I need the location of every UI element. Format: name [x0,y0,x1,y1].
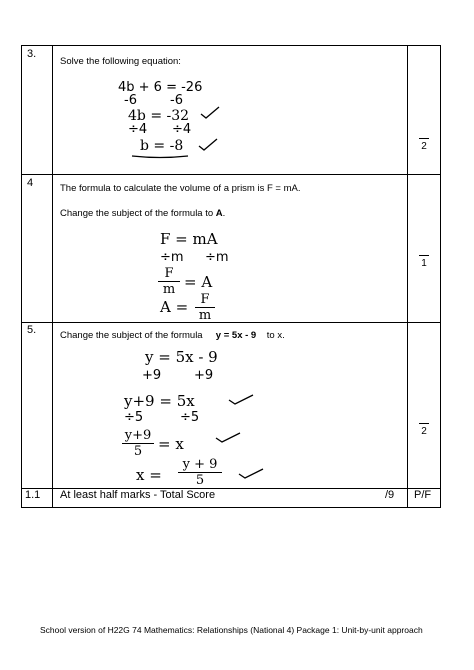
mark-bar [419,423,429,424]
handwritten-step: ÷4 [172,122,192,137]
table-column-divider [407,45,408,508]
mark-bar [419,255,429,256]
handwritten-step: -6 [170,93,183,108]
handwritten-step: -6 [124,93,137,108]
pass-fail: P/F [414,489,432,501]
handwritten-step: y+9 = 5x [124,392,195,410]
handwritten-step: ÷4 [128,122,148,137]
total-score: /9 [385,489,395,501]
prompt-variable: A [215,208,223,219]
tick-mark-icon [198,138,218,152]
prompt-text: The formula to calculate the volume of a prism is F = mA. [60,183,301,194]
handwritten-step: 4b = -32 [128,108,190,124]
handwritten-equation: F = mA [160,230,218,248]
tick-mark-icon [215,430,241,444]
handwritten-fraction [195,292,215,323]
prompt-text: Change the subject of the formula to [60,208,216,219]
fraction-denominator: 5 [195,473,205,488]
total-row-number: 1.1 [25,489,41,501]
handwritten-equation: y = 5x - 9 [145,348,218,366]
fraction-numerator: y + 9 [178,457,222,473]
handwritten-equation: 4b + 6 = -26 [118,80,203,95]
prompt-text: Change the subject of the formula [60,330,203,341]
tick-mark-icon [238,466,264,480]
tick-mark-icon [200,106,220,120]
handwritten-step: ÷m [205,250,229,265]
marks-available [414,255,434,269]
question-prompt: Solve the following equation: [60,56,181,67]
handwritten-step: +9 [142,368,162,383]
fraction-numerator: F [158,266,180,282]
row-divider [21,174,441,175]
underline-mark [130,154,190,160]
total-row-label: At least half marks - Total Score [60,489,216,501]
prompt-formula: y = 5x - 9 [215,330,257,341]
table-border-left [21,45,22,508]
handwritten-step: ÷m [160,250,184,265]
fraction-numerator: y+9 [122,428,154,444]
table-border-top [21,45,441,46]
fraction-denominator: 5 [133,444,143,459]
handwritten-step: +9 [194,368,214,383]
marks-value: 2 [421,426,427,437]
row-divider [21,322,441,323]
table-border-bottom [21,507,441,508]
question-number: 4 [27,177,34,189]
question-number: 5. [27,324,37,336]
question-prompt [60,208,225,219]
marks-value: 2 [421,141,427,152]
question-prompt [60,330,285,341]
marks-available [414,423,434,437]
table-border-right [440,45,441,508]
tick-mark-icon [228,392,254,406]
table-column-divider [52,45,53,508]
handwritten-step: ÷5 [180,410,200,425]
question-number: 3. [27,48,37,60]
marks-value: 1 [421,258,427,269]
handwritten-fraction [178,457,222,488]
handwritten-step: = A [184,273,213,291]
handwritten-fraction [122,428,154,459]
handwritten-fraction [158,266,180,297]
fraction-denominator: m [198,308,212,323]
handwritten-answer: b = -8 [140,138,184,154]
handwritten-step: ÷5 [124,410,144,425]
fraction-numerator: F [195,292,215,308]
page-footer: School version of H22G 74 Mathematics: Relationships (National 4) Package 1: Unit-by-unit approach [40,625,423,635]
handwritten-answer: x = [136,466,162,484]
fraction-denominator: m [162,282,176,297]
handwritten-step: = x [158,435,184,453]
prompt-text: to x. [266,330,285,341]
marks-available [414,138,434,152]
handwritten-answer: A = [160,298,189,316]
mark-bar [419,138,429,139]
prompt-text: . [222,208,226,219]
question-prompt [60,183,301,194]
